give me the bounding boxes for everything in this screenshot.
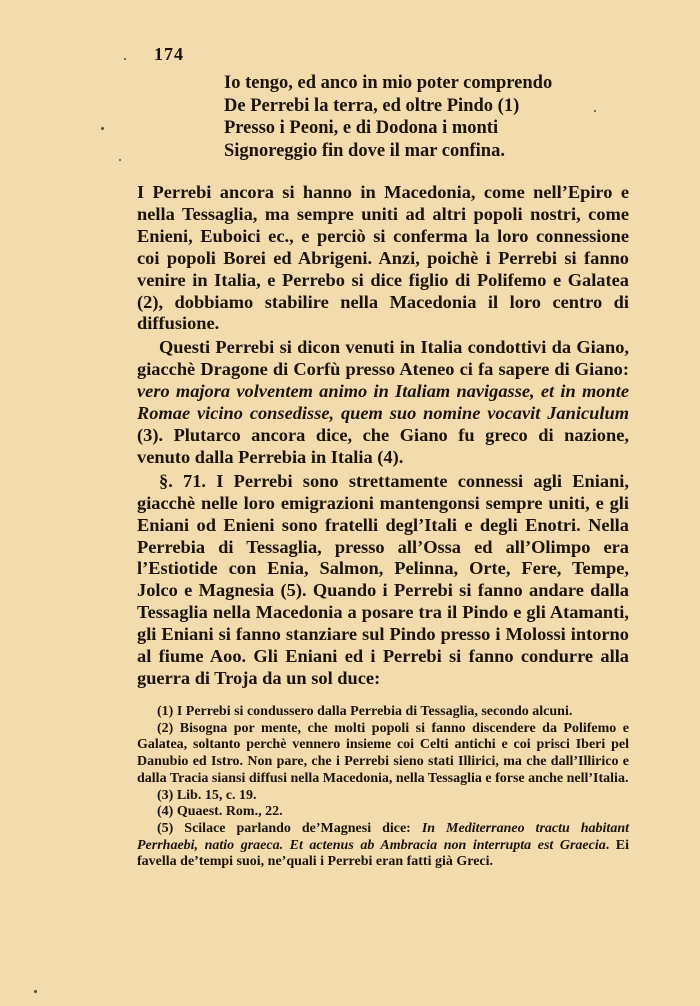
paragraph-giano-tail: (3). Plutarco ancora dice, che Giano fu greco di nazione, venuto dalla Perrebia in Italia (4).	[137, 424, 629, 467]
footnote-5-lead: (5) Scilace parlando de’Magnesi dice:	[157, 820, 422, 836]
page-number: 174	[154, 44, 184, 64]
footnote-3: (3) Lib. 15, c. 19.	[157, 787, 257, 803]
footnote-5-tail: . Ei favella de’tempi suoi, ne’quali i Perrebi eran fatti già Greci.	[137, 837, 630, 870]
footnote-1: (1) I Perrebi si condussero dalla Perrebia di Tessaglia, secondo alcuni.	[157, 704, 573, 719]
verse-line: De Perrebi la terra, ed oltre Pindo (1)	[224, 95, 520, 116]
verse-line: Signoreggio fin dove il mar confina.	[224, 140, 505, 161]
latin-quotation-scilace: In Mediterraneo tractu habitant Perrhaebi, natio graeca. Et actenus ab Ambracia non interrupta est Graecia	[137, 820, 629, 853]
verse-quotation	[224, 72, 604, 162]
paper-speck	[101, 127, 104, 130]
footnote-5	[137, 821, 629, 871]
footnote-2: (2) Bisogna por mente, che molti popoli si fanno discendere da Polifemo e Galatea, soltanto perchè vennero insieme coi Celti antichi e coi prisci Iberi pel Danubio ed Istro. Non pare, che i Perrebi sieno stati Illirici, ma che dall’Illirico e dalla Tracia siansi diffusi nella Macedonia, nella Tessaglia e forse anche nell’Italia.	[137, 720, 629, 786]
paper-speck	[34, 990, 37, 993]
latin-quotation-dragone: vero majora volventem animo in Italiam navigasse, et in monte Romae vicino consedisse, quem suo nomine vocavit Janiculum	[137, 381, 629, 424]
paragraph-giano	[137, 337, 629, 468]
footnote-4: (4) Quaest. Rom., 22.	[157, 804, 283, 820]
paragraph-section-71: §. 71. I Perrebi sono strettamente connessi agli Eniani, giacchè nelle loro emigrazioni mantengonsi sempre uniti, e gli Eniani od Enieni sono fratelli degl’Itali e degli Enotri. Nella Perrebia di Tessaglia, presso all’Ossa ed all’Olimpo era l’Estiotide con Enia, Salmon, Pelinna, Orte, Fere, Tempe, Jolco e Magnesia (5). Quando i Perrebi si fanno andare dalla Tessaglia nella Macedonia a posare tra il Pindo e gli Atamanti, gli Eniani si fanno stanziare sul Pindo presso i Molossi intorno al fiume Aoo. Gli Eniani ed i Perrebi si fanno condurre alla guerra di Troja da un sol duce:	[137, 470, 629, 688]
verse-line: Presso i Peoni, e di Dodona i monti	[224, 118, 499, 138]
verse-line: Io tengo, ed anco in mio poter comprendo	[224, 73, 553, 93]
body-text	[137, 182, 629, 690]
paragraph-giano-lead: Questi Perrebi si dicon venuti in Italia condottivi da Giano, giacchè Dragone di Corfù presso Ateneo ci fa sapere di Giano:	[137, 337, 629, 380]
paragraph-perrebi-macedonia: I Perrebi ancora si hanno in Macedonia, come nell’Epiro e nella Tessaglia, ma sempre uniti ad altri popoli nostri, come Enieni, Euboici ec., e perciò si conferma la loro connessione coi popoli Borei ed Abrigeni. Anzi, poichè i Perrebi si fanno venire in Italia, e Perrebo si dice figlio di Polifemo e Galatea (2), dobbiamo stabilire nella Macedonia il loro centro di diffusione.	[137, 182, 629, 334]
paper-speck	[594, 110, 596, 112]
paper-speck	[124, 58, 126, 60]
paper-speck	[119, 159, 121, 161]
footnotes	[137, 704, 629, 871]
